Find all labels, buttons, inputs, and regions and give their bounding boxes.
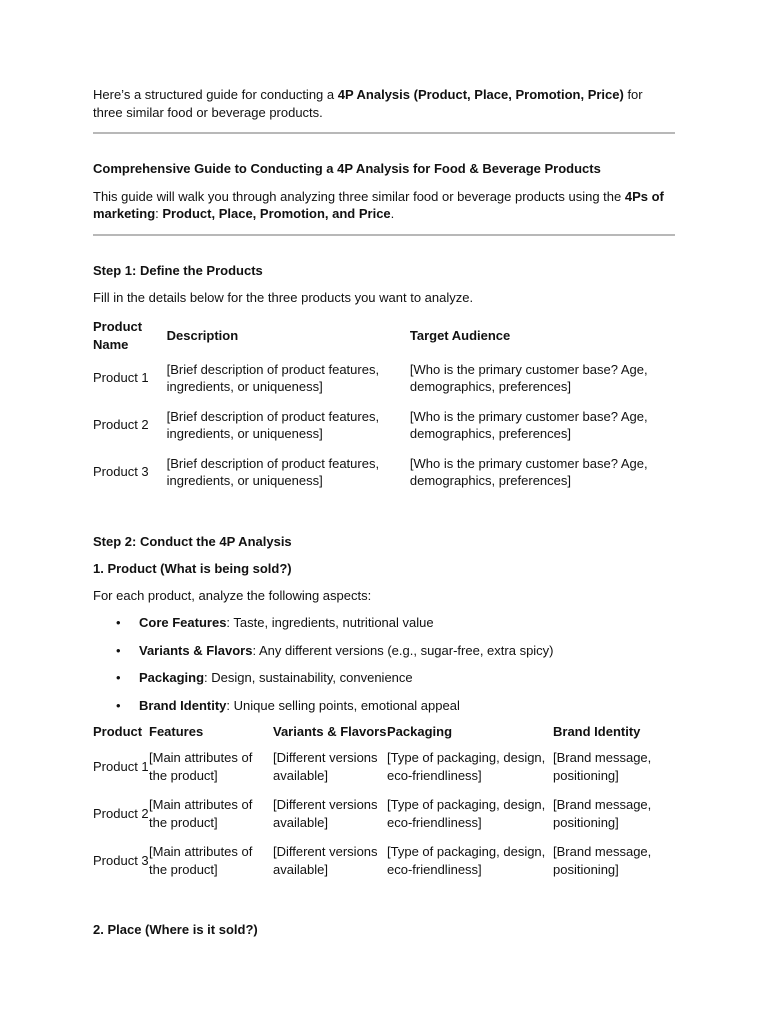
table-cell: [Different versions available]: [273, 750, 378, 783]
table-header: Variants & Flavors: [273, 724, 387, 740]
guide-body-bold-1: 4Ps of marketing: [93, 188, 664, 221]
table-cell: Product 1: [93, 370, 149, 386]
list-item-label: Packaging: [139, 670, 205, 685]
table-row: [93, 837, 675, 884]
intro-bold: 4P Analysis (Product, Place, Promotion, Price): [337, 87, 624, 102]
table-row: [93, 449, 675, 496]
table-cell: [Type of packaging, design, eco-friendliness]: [387, 844, 546, 877]
table-cell: [Brand message, positioning]: [553, 750, 652, 783]
bullet-icon: •: [116, 615, 121, 630]
list-item-label: Variants & Flavors: [139, 642, 253, 658]
list-item-label: Core Features: [139, 615, 227, 630]
table-cell: Product 1: [93, 758, 149, 774]
table-header-row: [93, 721, 675, 743]
guide-body-colon: :: [155, 206, 163, 221]
bullet-icon: •: [116, 697, 121, 713]
table-cell: Product 2: [93, 805, 149, 821]
list-item: [93, 697, 675, 715]
list-item-text: : Taste, ingredients, nutritional value: [226, 615, 434, 630]
table-cell: [Type of packaging, design, eco-friendliness]: [387, 750, 546, 783]
list-item: [93, 642, 675, 660]
step1-intro: Fill in the details below for the three products you want to analyze.: [93, 290, 474, 305]
place-section-title: 2. Place (Where is it sold?): [93, 922, 258, 937]
table-header: Description: [166, 327, 239, 343]
table-cell: [Main attributes of the product]: [149, 844, 253, 877]
intro-suffix: for three similar food or beverage products.: [93, 87, 643, 120]
intro-prefix: Here’s a structured guide for conducting a: [93, 87, 338, 102]
table-cell: [Different versions available]: [273, 797, 378, 830]
product-aspects-list: [93, 614, 675, 714]
table-header: Brand Identity: [553, 724, 641, 740]
table-cell: [Who is the primary customer base? Age, demographics, preferences]: [409, 408, 648, 441]
table-cell: [Different versions available]: [273, 844, 378, 877]
products-table: [93, 317, 675, 496]
list-item-text: : Any different versions (e.g., sugar-free, extra spicy): [252, 642, 554, 658]
table-row: [93, 790, 675, 837]
list-item-text: : Design, sustainability, convenience: [204, 670, 413, 685]
table-cell: Product 2: [93, 417, 149, 433]
step2-title: Step 2: Conduct the 4P Analysis: [93, 533, 292, 549]
product-analysis-table: [93, 721, 675, 884]
table-cell: [Brief description of product features, ingredients, or uniqueness]: [166, 455, 380, 488]
table-row: [93, 355, 675, 402]
list-item: [93, 669, 675, 687]
intro-paragraph: [93, 86, 675, 121]
table-row: [93, 402, 675, 449]
table-cell: [Main attributes of the product]: [149, 797, 253, 830]
table-cell: Product 3: [93, 464, 149, 480]
horizontal-rule: [93, 234, 675, 236]
list-item-text: : Unique selling points, emotional appeal: [226, 697, 460, 713]
table-cell: [Brand message, positioning]: [553, 844, 652, 877]
horizontal-rule: [93, 132, 675, 134]
table-cell: [Who is the primary customer base? Age, demographics, preferences]: [409, 361, 648, 394]
table-header: Product Name: [93, 319, 143, 352]
guide-title: Comprehensive Guide to Conducting a 4P Analysis for Food & Beverage Products: [93, 161, 601, 176]
table-cell: [Main attributes of the product]: [149, 750, 253, 783]
product-section-intro: For each product, analyze the following aspects:: [93, 587, 372, 603]
table-header: Product: [93, 724, 143, 740]
bullet-icon: •: [116, 642, 121, 658]
guide-body-bold-2: Product, Place, Promotion, and Price: [162, 206, 391, 221]
table-header: Packaging: [387, 724, 453, 740]
table-header: Features: [149, 724, 204, 740]
list-item: [93, 614, 675, 632]
table-cell: [Who is the primary customer base? Age, demographics, preferences]: [409, 455, 648, 488]
step1-title: Step 1: Define the Products: [93, 262, 263, 278]
table-header-row: [93, 317, 675, 355]
table-cell: [Type of packaging, design, eco-friendliness]: [387, 797, 546, 830]
guide-body: [93, 188, 675, 223]
table-cell: [Brief description of product features, ingredients, or uniqueness]: [166, 361, 380, 394]
document-content: [93, 86, 675, 939]
table-row: [93, 743, 675, 790]
product-section-title: 1. Product (What is being sold?): [93, 561, 292, 576]
list-item-label: Brand Identity: [139, 697, 227, 713]
bullet-icon: •: [116, 670, 121, 685]
guide-body-suffix: .: [390, 206, 395, 221]
guide-body-prefix: This guide will walk you through analyzing three similar food or beverage products using the: [93, 188, 625, 204]
table-cell: [Brief description of product features, ingredients, or uniqueness]: [166, 408, 380, 441]
table-header: Target Audience: [409, 327, 511, 343]
table-cell: Product 3: [93, 852, 149, 868]
table-cell: [Brand message, positioning]: [553, 797, 652, 830]
